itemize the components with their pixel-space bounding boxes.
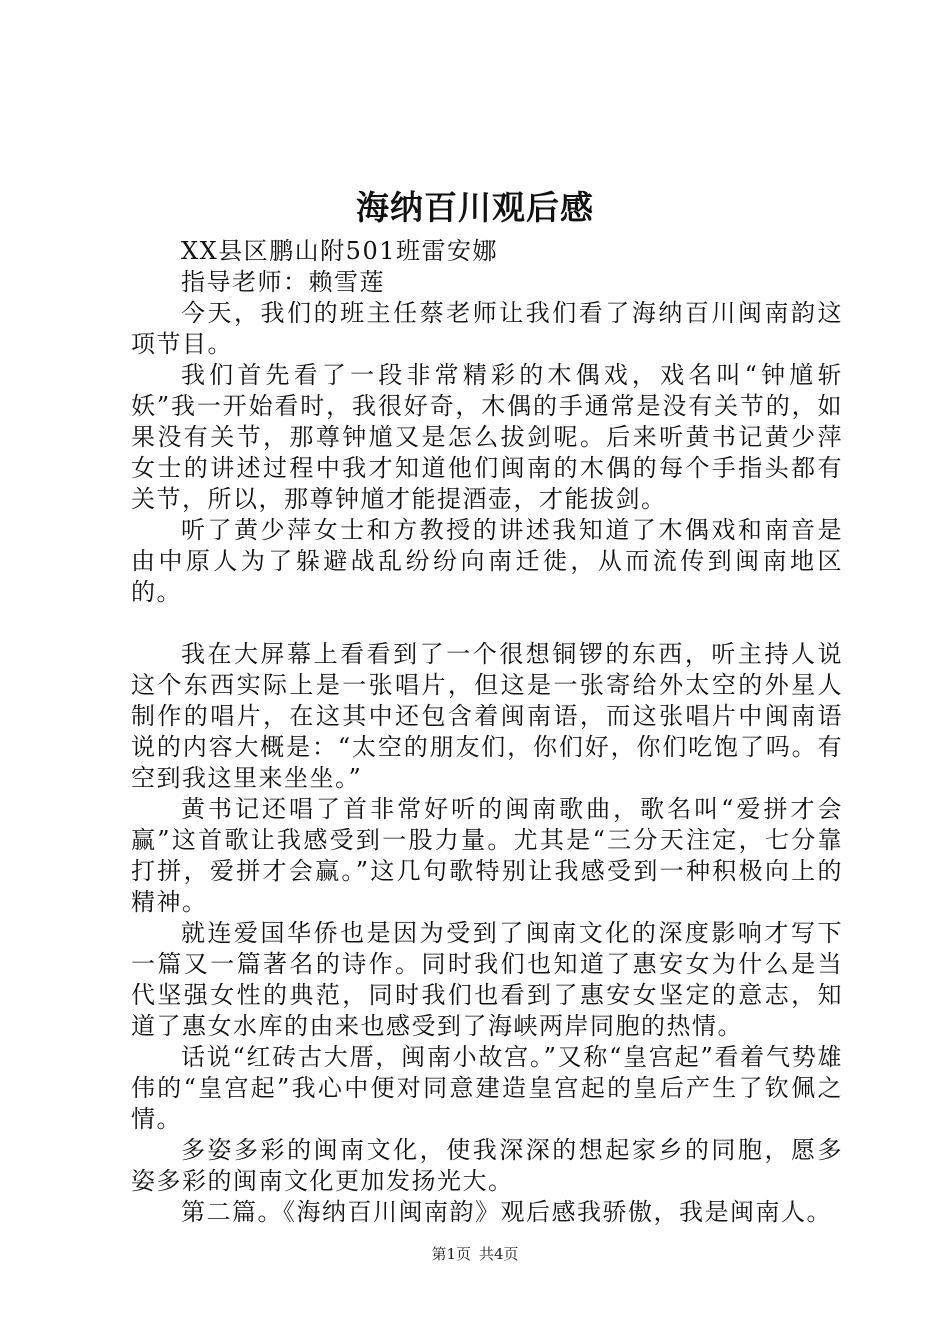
document-title: 海纳百川观后感 [356,188,594,227]
paragraph-8: 多姿多彩的闽南文化，使我深深的想起家乡的同胞，愿多姿多彩的闽南文化更加发扬光大。 [131,1136,843,1195]
paragraph-7: 话说“红砖古大厝，闽南小故宫。”又称“皇宫起”看着气势雄伟的“皇宫起”我心中便对同意建造皇宫起的皇后产生了钦佩之情。 [131,1043,843,1133]
page-total: 共4页 [479,1245,519,1263]
page-number: 第1页 [431,1245,471,1263]
paragraph-9: 第二篇。《海纳百川闽南韵》观后感我骄傲，我是闽南人。 [181,1198,832,1226]
paragraph-1: 今天，我们的班主任蔡老师让我们看了海纳百川闽南韵这项节目。 [131,299,843,358]
paragraph-5: 黄书记还唱了首非常好听的闽南歌曲，歌名叫“爱拼才会赢”这首歌让我感受到一股力量。尤其是“三分天注定，七分靠打拼，爱拼才会赢。”这几句歌特别让我感受到一种积极向上的精神。 [131,795,843,916]
author-line: XX县区鹏山附501班雷安娜 [181,237,498,265]
paragraph-4: 我在大屏幕上看看到了一个很想铜锣的东西，听主持人说这个东西实际上是一张唱片，但这是一张寄给外太空的外星人制作的唱片，在这其中还包含着闽南语，而这张唱片中闽南语说的内容大概是：“太空的朋友们，你们好，你们吃饱了吗。有空到我这里来坐坐。” [131,640,843,792]
document-body [131,236,843,1228]
page-footer [0,1244,950,1264]
paragraph-3: 听了黄少萍女士和方教授的讲述我知道了木偶戏和南音是由中原人为了躲避战乱纷纷向南迁徙，从而流传到闽南地区的。 [131,516,843,606]
paragraph-2: 我们首先看了一段非常精彩的木偶戏，戏名叫“钟馗斩妖”我一开始看时，我很好奇，木偶的手通常是没有关节的，如果没有关节，那尊钟馗又是怎么拔剑呢。后来听黄书记黄少萍女士的讲述过程中我才知道他们闽南的木偶的每个手指头都有关节，所以，那尊钟馗才能提酒壶，才能拔剑。 [131,361,843,513]
paragraph-6: 就连爱国华侨也是因为受到了闽南文化的深度影响才写下一篇又一篇著名的诗作。同时我们也知道了惠安女为什么是当代坚强女性的典范，同时我们也看到了惠安女坚定的意志，知道了惠女水库的由来也感受到了海峡两岸同胞的热情。 [131,919,843,1040]
teacher-line: 指导老师：赖雪莲 [181,268,385,296]
